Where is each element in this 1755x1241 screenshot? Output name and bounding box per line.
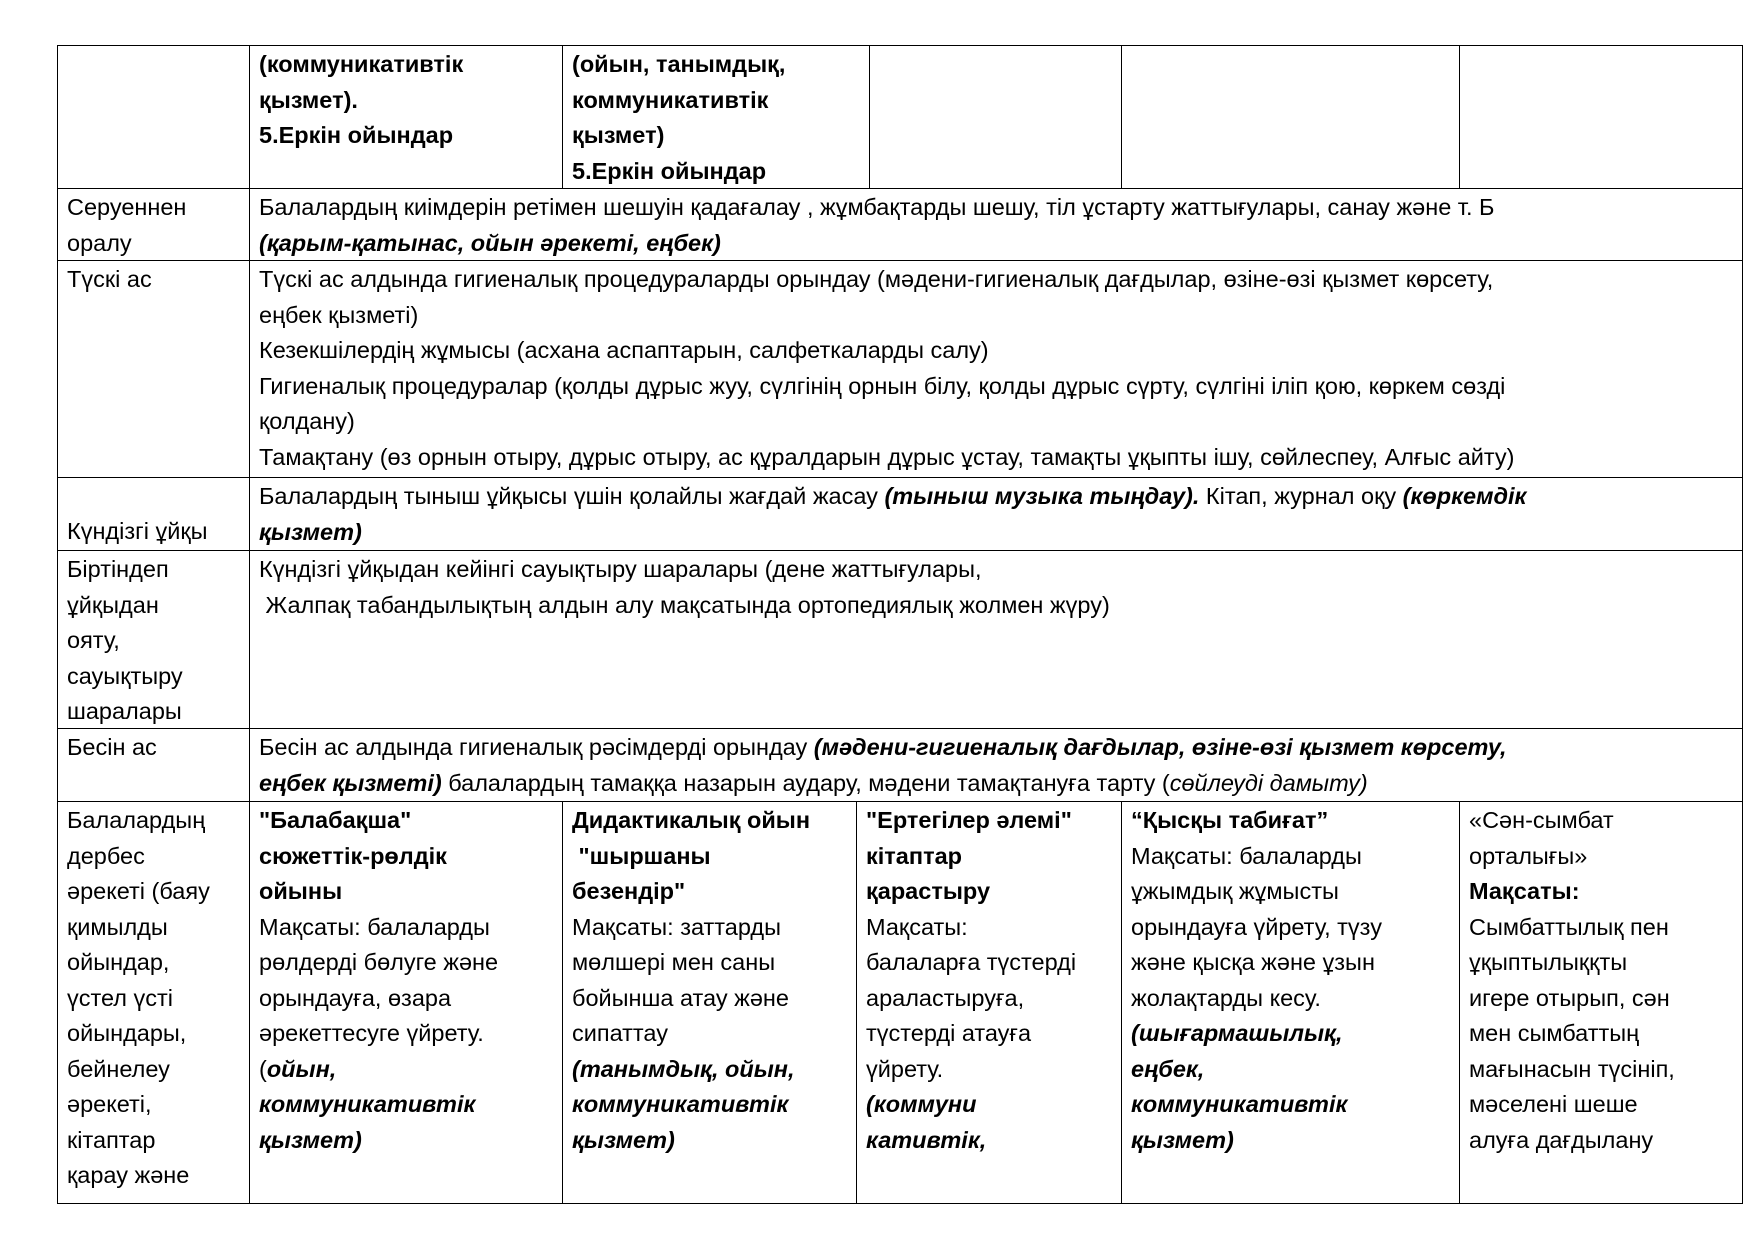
text-line: орындауға, өзара bbox=[259, 984, 452, 1011]
activity-tag: қызмет) bbox=[1131, 1126, 1234, 1153]
activity-tag: (тыныш музыка тыңдау). bbox=[884, 483, 1200, 509]
row-label bbox=[57, 260, 249, 477]
activity-title: қарастыру bbox=[866, 878, 991, 904]
activity-title: Мақсаты: bbox=[1469, 878, 1580, 904]
text-line: бейнелеу bbox=[67, 1055, 170, 1082]
text-line: ұжымдық жұмысты bbox=[1131, 878, 1339, 904]
text-line: шаралары bbox=[67, 698, 182, 724]
text-line: Сымбаттылық пен bbox=[1469, 913, 1669, 940]
row-label bbox=[57, 801, 249, 1204]
text-span: Балалардың тыныш ұйқысы үшін қолайлы жағдай жасау bbox=[259, 483, 885, 509]
activity-tag: қызмет) bbox=[259, 1126, 362, 1153]
activity-tag: коммуникативтік bbox=[572, 1091, 789, 1117]
text-line: ұйқыдан bbox=[67, 591, 159, 618]
text-line: оралу bbox=[67, 229, 132, 256]
row-label bbox=[57, 728, 249, 801]
text-line: бойынша атау және bbox=[572, 984, 789, 1011]
activity-title: "шыршаны bbox=[572, 842, 711, 869]
activity-card-fairytales bbox=[856, 801, 1121, 1204]
activity-card-didactic bbox=[562, 801, 856, 1204]
activity-tag: кативтік, bbox=[866, 1126, 987, 1153]
activity-tag: (танымдық, ойын, bbox=[572, 1055, 795, 1082]
text-line: орталығы» bbox=[1469, 842, 1588, 869]
activity-tag: ойын, bbox=[266, 1055, 337, 1082]
row1-activity-cell-3 bbox=[562, 45, 869, 188]
activity-card-winter-nature bbox=[1121, 801, 1459, 1204]
row-content bbox=[249, 550, 1743, 728]
activity-tag: еңбек, bbox=[1131, 1055, 1205, 1082]
text-line: Тамақтану (өз орнын отыру, дұрыс отыру, ас құралдарын дұрыс ұстау, тамақты ұқыпты ішу, сөйлеспеу, Алғыс айту) bbox=[259, 443, 1515, 470]
text-line: (коммуникативтік bbox=[259, 51, 464, 77]
text-line: Біртіндеп bbox=[67, 556, 169, 582]
text-line: коммуникативтік bbox=[572, 86, 769, 113]
table-row bbox=[57, 801, 1743, 1204]
activity-title: "Ертегілер әлемі" bbox=[866, 807, 1072, 833]
text-line: алуға дағдылану bbox=[1469, 1126, 1654, 1153]
text-line: түстерді атауға bbox=[866, 1020, 1032, 1046]
row-content bbox=[249, 188, 1743, 260]
activity-card-fashion-center bbox=[1459, 801, 1743, 1204]
text-line: әрекеті (баяу bbox=[67, 878, 210, 904]
text-span: Бесін ас алдында гигиеналық рәсімдерді орындау bbox=[259, 734, 814, 760]
text-span: Кітап, журнал оқу bbox=[1199, 483, 1403, 509]
text-line: Балалардың киімдерін ретімен шешуін қадағалау , жұмбақтарды шешу, тіл ұстарту жаттығулары, санау және т. Б bbox=[259, 194, 1495, 220]
activity-tag: (шығармашылық, bbox=[1131, 1020, 1343, 1046]
text-line: қызмет). bbox=[259, 86, 358, 113]
row-label bbox=[57, 188, 249, 260]
activity-tag: (мәдени-гигиеналық дағдылар, өзіне-өзі қызмет көрсету, bbox=[813, 734, 1507, 760]
text-line: Түскі ас алдында гигиеналық процедураларды орындау (мәдени-гигиеналық дағдылар, өзіне-өзі қызмет көрсету, bbox=[259, 266, 1494, 292]
text-line: Күндізгі ұйқыдан кейінгі сауықтыру шаралары (дене жаттығулары, bbox=[259, 556, 982, 582]
text-line: ұқыптылыққты bbox=[1469, 949, 1628, 975]
text-line: мәселені шеше bbox=[1469, 1091, 1638, 1117]
activity-tag: (көркемдік bbox=[1402, 483, 1527, 509]
text-line: үйрету. bbox=[866, 1055, 944, 1082]
text-line: Балалардың bbox=[67, 807, 206, 833]
text-line: мен сымбаттың bbox=[1469, 1020, 1640, 1046]
text-line: (ойын, танымдық, bbox=[572, 51, 786, 77]
activity-card-kindergarten bbox=[249, 801, 562, 1204]
text-line: 5.Еркін ойындар bbox=[259, 122, 454, 148]
activity-tag: коммуникативтік bbox=[1131, 1091, 1348, 1117]
activity-title: безендір" bbox=[572, 878, 686, 904]
text-line: Серуеннен bbox=[67, 194, 187, 220]
activity-tag: сөйлеуді дамыту) bbox=[1169, 769, 1368, 796]
activity-title: Дидактикалық ойын bbox=[572, 807, 811, 833]
text-line: Мақсаты: балаларды bbox=[1131, 842, 1362, 869]
text-line: орындауға үйрету, түзу bbox=[1131, 913, 1382, 940]
text-line: игере отырып, сән bbox=[1469, 984, 1670, 1011]
activity-tag: қызмет) bbox=[572, 1126, 675, 1153]
text-line: мөлшері мен саны bbox=[572, 949, 776, 975]
activity-title: ойыны bbox=[259, 878, 343, 904]
table-row bbox=[57, 550, 1743, 728]
row-label bbox=[57, 550, 249, 728]
text-line: араластыруға, bbox=[866, 984, 1025, 1011]
text-line: әрекеті, bbox=[67, 1091, 152, 1117]
activity-tag: коммуникативтік bbox=[259, 1091, 476, 1117]
activity-title: сюжеттік-рөлдік bbox=[259, 842, 447, 869]
activity-tag: еңбек қызметі) bbox=[259, 769, 442, 796]
row1-activity-cell-2 bbox=[249, 45, 562, 188]
text-line: жолақтарды кесу. bbox=[1131, 984, 1321, 1011]
text-line: Күндізгі ұйқы bbox=[67, 518, 208, 544]
text-line: сауықтыру bbox=[67, 662, 183, 689]
activity-title: "Балабақша" bbox=[259, 807, 412, 833]
text-line: қолдану) bbox=[259, 408, 355, 434]
text-line: еңбек қызметі) bbox=[259, 301, 419, 328]
text-line: рөлдерді бөлуге және bbox=[259, 949, 499, 975]
text-line: ояту, bbox=[67, 627, 120, 653]
text-line: Жалпақ табандылықтың алдын алу мақсатында ортопедиялық жолмен жүру) bbox=[259, 591, 1110, 618]
text-line: мағынасын түсініп, bbox=[1469, 1055, 1675, 1082]
text-line: ойындары, bbox=[67, 1020, 187, 1046]
activity-title: кітаптар bbox=[866, 842, 962, 869]
table-row bbox=[57, 188, 1743, 260]
text-span: балалардың тамаққа назарын аудару, мәдени тамақтануға тарту ( bbox=[441, 769, 1170, 796]
row-content bbox=[249, 728, 1743, 801]
row-content bbox=[249, 260, 1743, 477]
row-content bbox=[249, 477, 1743, 550]
text-line: үстел үсті bbox=[67, 984, 174, 1011]
text-line: Мақсаты: балаларды bbox=[259, 913, 490, 940]
row-label bbox=[57, 477, 249, 550]
text-line: «Сән-сымбат bbox=[1469, 807, 1614, 833]
text-line: балаларға түстерді bbox=[866, 949, 1077, 975]
text-line: сипаттау bbox=[572, 1020, 668, 1046]
text-line: Түскі ас bbox=[67, 266, 152, 292]
table-row bbox=[57, 728, 1743, 801]
table-row bbox=[57, 260, 1743, 477]
text-line: қарау және bbox=[67, 1162, 190, 1188]
text-line: қимылды bbox=[67, 913, 168, 940]
text-line: ойындар, bbox=[67, 949, 170, 975]
activity-title: “Қысқы табиғат” bbox=[1131, 807, 1329, 833]
text-line: дербес bbox=[67, 842, 145, 869]
text-line: Гигиеналық процедуралар (қолды дұрыс жуу, сүлгінің орнын білу, қолды дұрыс сүрту, сүлгіні іліп қою, көркем сөзді bbox=[259, 372, 1506, 399]
text-line: Мақсаты: заттарды bbox=[572, 913, 781, 940]
text-span: ( bbox=[259, 1055, 267, 1082]
text-line: Кезекшілердің жұмысы (асхана аспаптарын, салфеткаларды салу) bbox=[259, 337, 989, 363]
table-row bbox=[57, 477, 1743, 550]
text-line: қызмет) bbox=[572, 122, 665, 148]
text-line: әрекеттесуге үйрету. bbox=[259, 1020, 484, 1046]
activity-tag: (қарым-қатынас, ойын әрекеті, еңбек) bbox=[259, 229, 721, 256]
text-line: Бесін ас bbox=[67, 734, 157, 760]
text-line: кітаптар bbox=[67, 1126, 156, 1153]
text-line: Мақсаты: bbox=[866, 913, 968, 940]
text-line: 5.Еркін ойындар bbox=[572, 157, 767, 184]
table-row bbox=[57, 45, 1743, 188]
activity-tag: қызмет) bbox=[259, 518, 362, 545]
text-line: және қысқа және ұзын bbox=[1131, 949, 1375, 975]
activity-tag: (коммуни bbox=[866, 1091, 977, 1117]
